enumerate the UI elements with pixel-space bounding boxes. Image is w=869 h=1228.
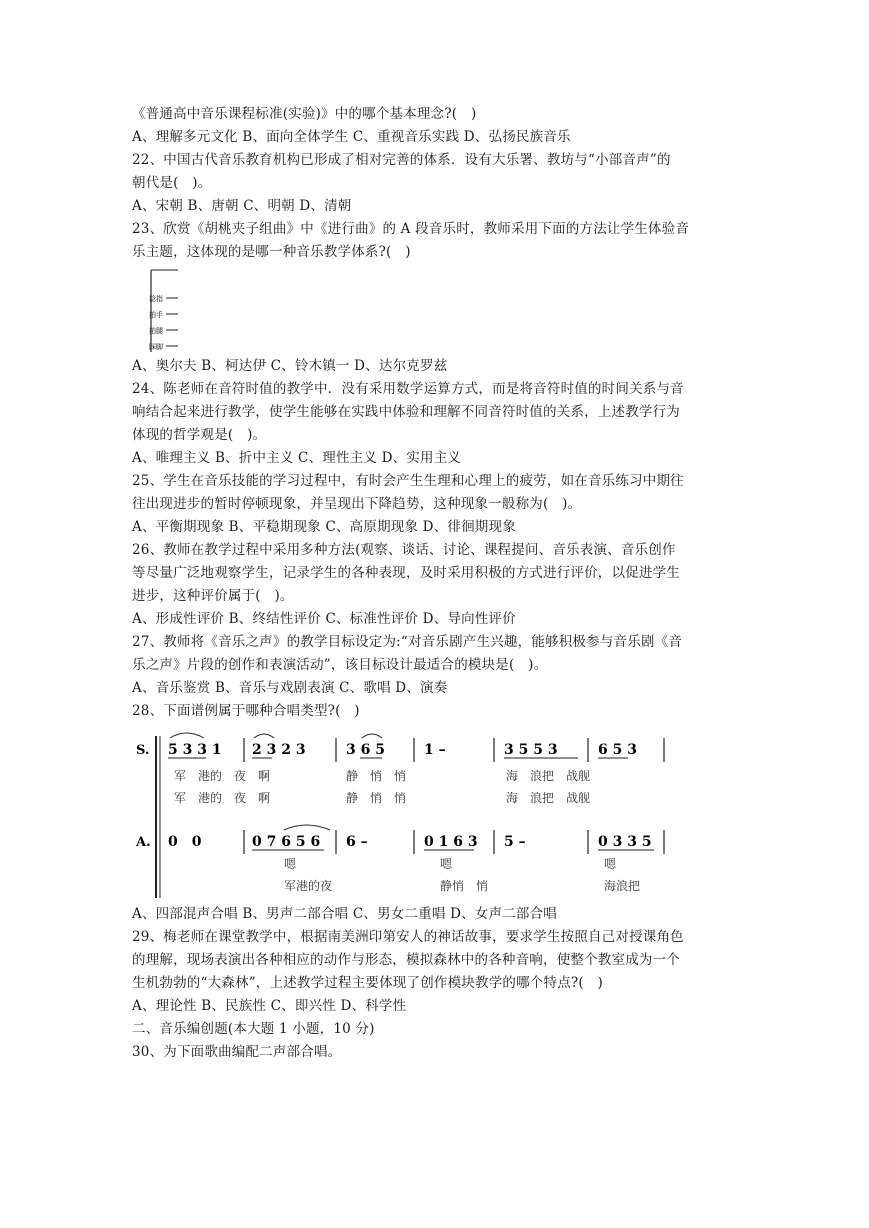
a-lyric-2: 静悄 悄 xyxy=(440,879,489,893)
a-measure-2: 0 7 6 5 6 xyxy=(252,834,321,850)
figure-label-stomp: 踩脚 xyxy=(149,343,163,351)
q27-stem-line2: 乐之声》片段的创作和表演活动”，该目标设计最适合的模块是( )。 xyxy=(132,657,548,673)
q28-choral-score-figure xyxy=(134,722,674,900)
q28-options: A、四部混声合唱 B、男声二部合唱 C、男女二重唱 D、女声二部合唱 xyxy=(132,906,557,922)
alto-notes xyxy=(168,834,652,850)
s-measure-6: 6 5 3 xyxy=(598,742,637,758)
figure-label-pat: 拍腿 xyxy=(149,327,163,335)
a-measure-1: 0 0 xyxy=(168,834,202,850)
q24-stem-line2: 响结合起来进行教学，使学生能够在实践中体验和理解不同音符时值的关系，上述教学行为 xyxy=(132,404,680,420)
s-measure-3: 3 6 5 xyxy=(346,742,385,758)
q22-stem-line1: 22、中国古代音乐教育机构已形成了相对完善的体系．设有大乐署、教坊与“小部音声”的 xyxy=(132,152,671,168)
s-lyric-1b: 军 港的 夜 啊 xyxy=(174,791,271,805)
s-lyric-3: 海 浪把 战舰 xyxy=(506,769,591,783)
s-measure-4: 1 – xyxy=(424,742,446,758)
a-lyric-1: 军港的夜 xyxy=(284,879,333,893)
q27-stem-line1: 27、教师将《音乐之声》的教学目标设定为:“对音乐剧产生兴趣，能够积极参与音乐剧《音 xyxy=(132,634,683,650)
a-measure-6: 0 3 3 5 xyxy=(598,834,652,850)
q24-options: A、唯理主义 B、折中主义 C、理性主义 D、实用主义 xyxy=(132,450,462,466)
q25-options: A、平衡期现象 B、平稳期现象 C、高原期现象 D、徘徊期现象 xyxy=(132,519,516,535)
q28-stem: 28、下面谱例属于哪种合唱类型?( ) xyxy=(132,703,360,719)
q25-stem-line2: 往出现进步的暂时停顿现象，并呈现出下降趋势，这种现象一般称为( )。 xyxy=(132,496,582,512)
a-lyric-3: 海浪把 xyxy=(604,879,641,893)
q29-options: A、理论性 B、民族性 C、即兴性 D、科学性 xyxy=(132,998,407,1014)
q25-stem-line1: 25、学生在音乐技能的学习过程中，有时会产生生理和心理上的疲劳，如在音乐练习中期往 xyxy=(132,473,684,489)
a-measure-4: 0 1 6 3 xyxy=(424,834,478,850)
s-lyric-1: 军 港的 夜 啊 xyxy=(174,769,271,783)
soprano-notes xyxy=(168,742,637,758)
q29-stem-line3: 生机勃勃的“大森林”，上述教学过程主要体现了创作模块教学的哪个特点?( ) xyxy=(132,975,603,991)
s-lyric-2: 静 悄 悄 xyxy=(346,769,407,783)
q23-stem-line2: 乐主题，这体现的是哪一种音乐教学体系?( ) xyxy=(132,244,411,260)
s-lyric-3b: 海 浪把 战舰 xyxy=(506,791,591,805)
q23-stem-line1: 23、欣赏《胡桃夹子组曲》中《进行曲》的 A 段音乐时，教师采用下面的方法让学生体验音 xyxy=(132,221,690,237)
q22-options: A、宋朝 B、唐朝 C、明朝 D、清朝 xyxy=(132,198,352,214)
q24-stem-line1: 24、陈老师在音符时值的教学中．没有采用数学运算方式，而是将音符时值的时间关系与音 xyxy=(132,381,684,397)
q23-options: A、奥尔夫 B、柯达伊 C、铃木镇一 D、达尔克罗兹 xyxy=(132,358,448,374)
s-measure-5: 3 5 5 3 xyxy=(504,742,558,758)
part-label-soprano: S. xyxy=(136,743,150,758)
a-measure-3: 6 – xyxy=(346,834,368,850)
q26-stem-line1: 26、教师在教学过程中采用多种方法(观察、谈话、讨论、课程提问、音乐表演、音乐创作 xyxy=(132,542,676,558)
q22-stem-line2: 朝代是( )。 xyxy=(132,175,212,191)
section-two-heading: 二、音乐编创题(本大题 1 小题，10 分) xyxy=(132,1021,375,1037)
a-hum-2: 嗯 xyxy=(440,857,453,871)
q26-stem-line3: 进步，这种评价属于( )。 xyxy=(132,588,294,604)
figure-label-clap: 拍手 xyxy=(149,311,163,319)
s-lyric-2b: 静 悄 悄 xyxy=(346,791,407,805)
s-measure-1: 5 3 3 1 xyxy=(168,742,222,758)
q21-options: A、理解多元文化 B、面向全体学生 C、重视音乐实践 D、弘扬民族音乐 xyxy=(132,129,571,145)
q26-options: A、形成性评价 B、终结性评价 C、标准性评价 D、导向性评价 xyxy=(132,611,516,627)
q27-options: A、音乐鉴赏 B、音乐与戏剧表演 C、歌唱 D、演奏 xyxy=(132,680,448,696)
a-measure-5: 5 – xyxy=(504,834,526,850)
q29-stem-line1: 29、梅老师在课堂教学中，根据南美洲印第安人的神话故事，要求学生按照自己对授课角色 xyxy=(132,929,684,945)
q24-stem-line3: 体现的哲学观是( )。 xyxy=(132,427,267,443)
a-hum-3: 嗯 xyxy=(604,857,617,871)
q29-stem-line2: 的理解，现场表演出各种相应的动作与形态，模拟森林中的各种音响，使整个教室成为一个 xyxy=(132,952,680,968)
a-hum-1: 嗯 xyxy=(284,857,297,871)
part-label-alto: A. xyxy=(136,835,151,850)
figure-label-snap: 捻指 xyxy=(149,295,163,303)
q26-stem-line2: 等尽量广泛地观察学生，记录学生的各种表现，及时采用积极的方式进行评价，以促进学生 xyxy=(132,565,680,581)
s-measure-2: 2 3 2 3 xyxy=(252,742,306,758)
q23-body-percussion-figure xyxy=(146,268,186,354)
q21-stem-end: 《普通高中音乐课程标准(实验)》中的哪个基本理念?( ) xyxy=(132,106,477,122)
q30-stem: 30、为下面歌曲编配二声部合唱。 xyxy=(132,1044,342,1060)
